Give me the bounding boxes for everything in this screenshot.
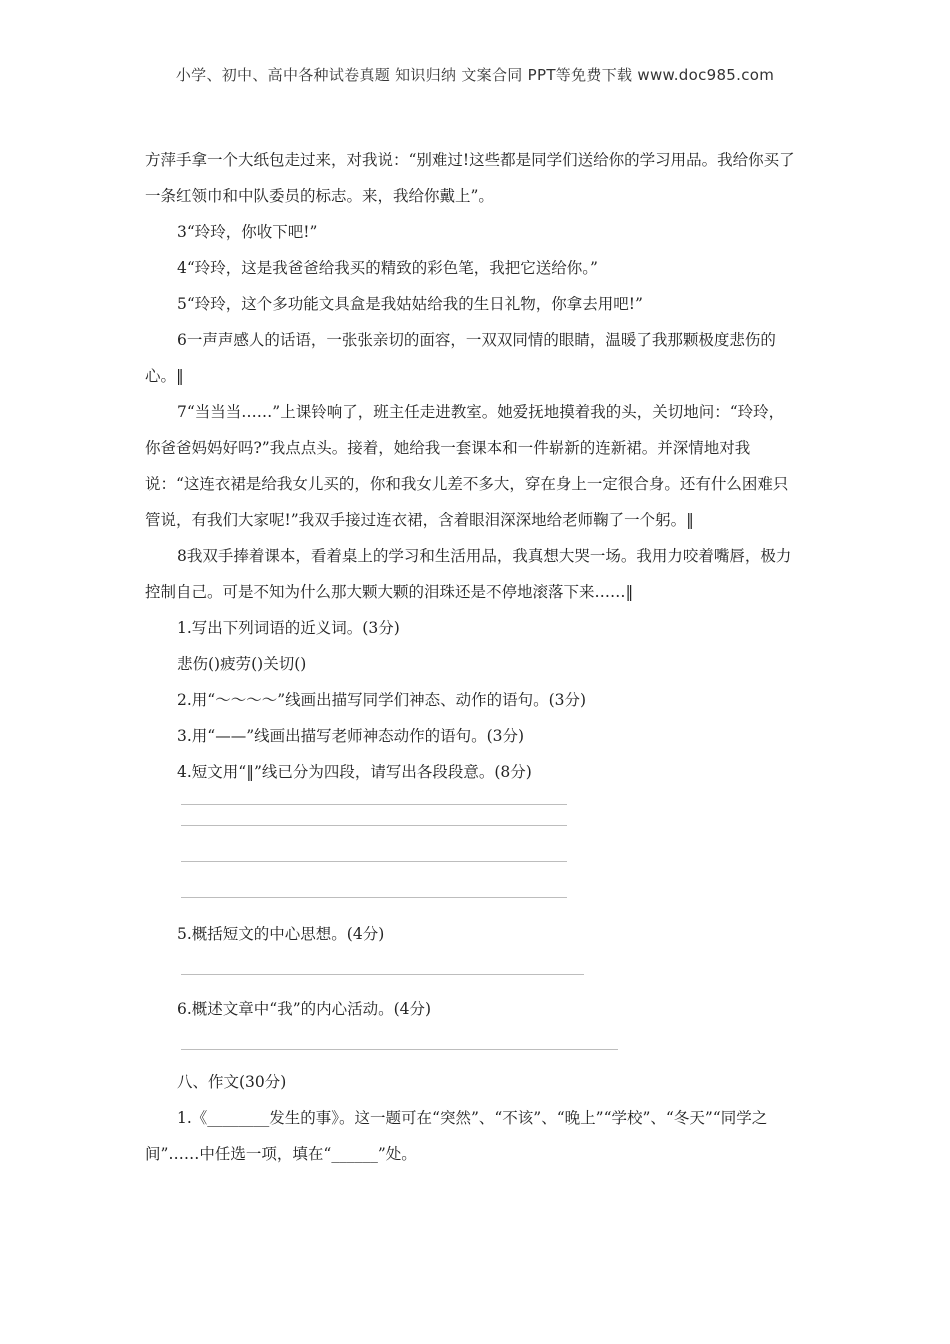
question-1: 1.写出下列词语的近义词。(3分) [177,619,400,637]
paragraph-intro: 方萍手拿一个大纸包走过来，对我说：“别难过!这些都是同学们送给你的学习用品。我给你买了一条红领巾和中队委员的标志。来，我给你戴上”。 [145,151,795,205]
paragraph-8: 8我双手捧着课本，看着桌上的学习和生活用品，我真想大哭一场。我用力咬着嘴唇，极力控制自己。可是不知为什么那大颗大颗的泪珠还是不停地滚落下来……‖ [145,547,792,601]
document-body [145,142,795,1172]
answer-line[interactable] [181,897,567,898]
answer-line[interactable] [181,861,567,862]
paragraph-7: 7“当当当……”上课铃响了，班主任走进教室。她爱抚地摸着我的头，关切地问：“玲玲，你爸爸妈妈好吗?”我点点头。接着，她给我一套课本和一件崭新的连新裙。并深情地对我说：“这连衣裙是给我女儿买的，你和我女儿差不多大，穿在身上一定很合身。还有什么困难只管说，有我们大家呢!”我双手接过连衣裙，含着眼泪深深地给老师鞠了一个躬。‖ [145,403,789,529]
question-2: 2.用“～～～～”线画出描写同学们神态、动作的语句。(3分) [177,691,587,709]
answer-line[interactable] [181,1049,618,1050]
question-6: 6.概述文章中“我”的内心活动。(4分) [177,1000,432,1018]
answer-line[interactable] [181,825,567,826]
answer-line[interactable] [181,974,584,975]
question-1-words: 悲伤()疲劳()关切() [177,655,307,673]
question-5: 5.概括短文的中心思想。(4分) [177,925,385,943]
paragraph-4: 4“玲玲，这是我爸爸给我买的精致的彩色笔，我把它送给你。” [177,259,598,277]
composition-item-1: 1.《________发生的事》。这一题可在“突然”、“不该”、“晚上”“学校”、“冬天”“同学之间”……中任选一项，填在“______”处。 [145,1109,768,1163]
answer-line[interactable] [181,804,567,805]
section-8-title: 八、作文(30分) [177,1073,287,1091]
question-4: 4.短文用“‖”线已分为四段，请写出各段段意。(8分) [177,763,532,781]
paragraph-3: 3“玲玲，你收下吧!” [177,223,318,241]
question-3: 3.用“——”线画出描写老师神态动作的语句。(3分) [177,727,525,745]
paragraph-5: 5“玲玲，这个多功能文具盒是我姑姑给我的生日礼物，你拿去用吧!” [177,295,643,313]
paragraph-6: 6一声声感人的话语，一张张亲切的面容，一双双同情的眼睛，温暖了我那颗极度悲伤的心。‖ [145,331,776,385]
page-header: 小学、初中、高中各种试卷真题 知识归纳 文案合同 PPT等免费下载 www.doc985.com [175,66,775,84]
